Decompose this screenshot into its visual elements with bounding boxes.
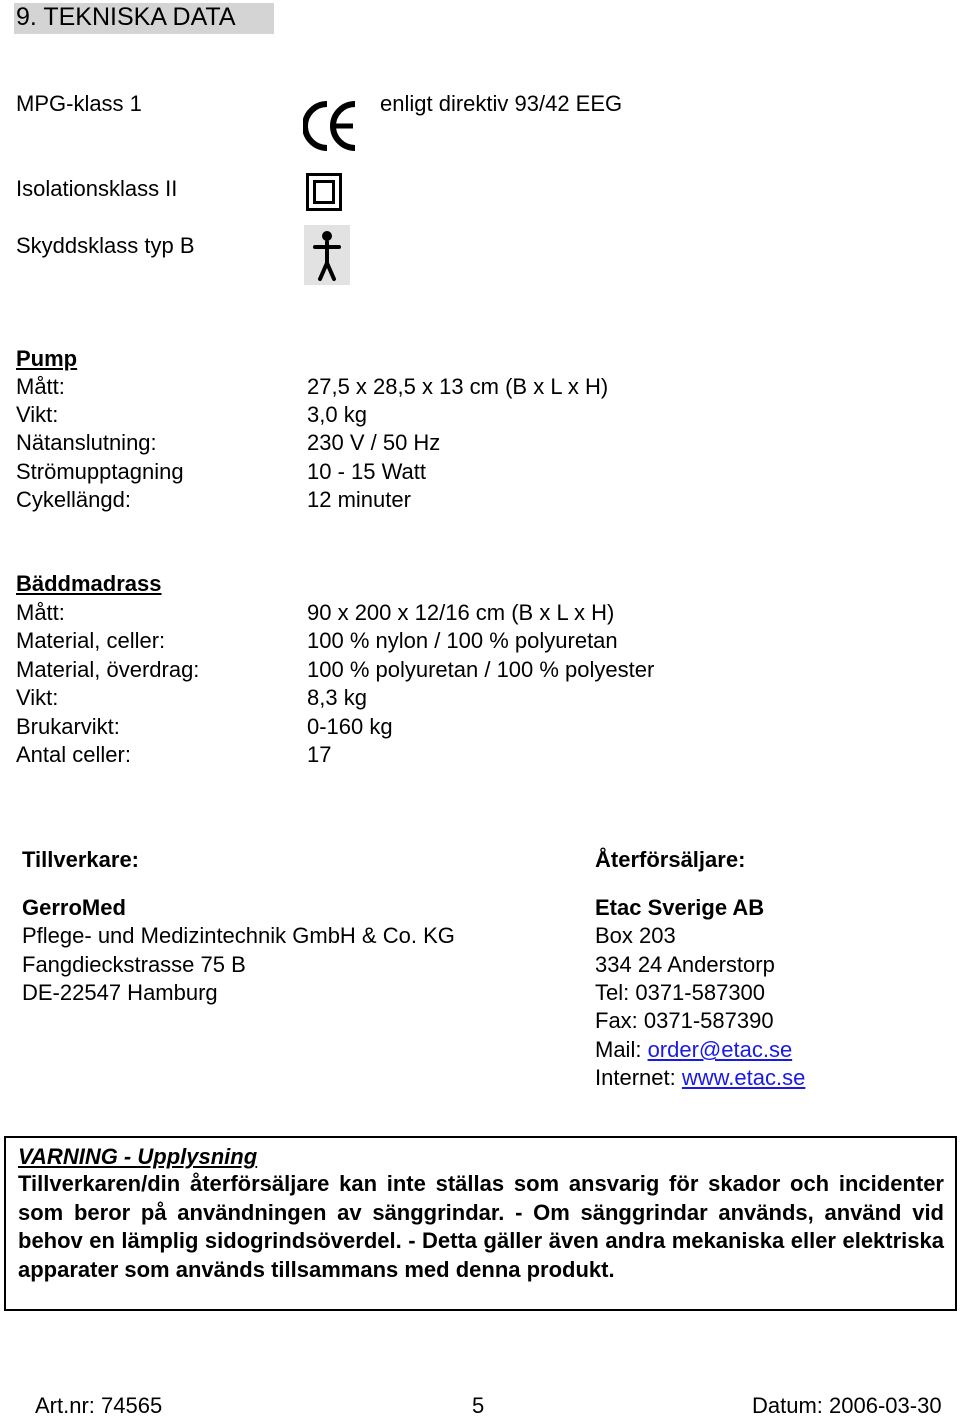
mattress-label: Brukarvikt:	[16, 714, 120, 739]
internet-label: Internet:	[595, 1065, 682, 1090]
class-ii-double-insulation-icon	[306, 173, 342, 215]
manufacturer-address-line: DE-22547 Hamburg	[22, 980, 218, 1005]
reseller-address-line: Box 203	[595, 923, 676, 948]
mattress-label: Vikt:	[16, 685, 59, 710]
mattress-label: Antal celler:	[16, 742, 131, 767]
insulation-class: Isolationsklass II	[16, 176, 178, 201]
pump-value: 230 V / 50 Hz	[307, 430, 441, 455]
warning-text: Tillverkaren/din återförsäljare kan inte ställas som ansvarig för skador och incidenter som beror på användningen av sänggrindar. - Om sänggrindar används, använd vid behov en lämplig sidogrindsöverdel. - Detta gäller även andra mekaniska eller elektriska apparater som används tillsammans med denna produkt.	[18, 1171, 944, 1282]
pump-label: Nätanslutning:	[16, 430, 157, 455]
footer-article-number: Art.nr: 74565	[35, 1393, 163, 1418]
mattress-label: Mått:	[16, 600, 65, 625]
pump-value: 10 - 15 Watt	[307, 459, 427, 484]
manufacturer-address-line: Pflege- und Medizintechnik GmbH & Co. KG	[22, 923, 455, 948]
reseller-heading: Återförsäljare:	[595, 847, 746, 872]
mattress-value: 100 % nylon / 100 % polyuretan	[307, 628, 618, 653]
manufacturer-address-line: Fangdieckstrasse 75 B	[22, 952, 246, 977]
ce-directive-note: enligt direktiv 93/42 EEG	[380, 91, 623, 116]
mail-link[interactable]: order@etac.se	[647, 1037, 793, 1062]
pump-value: 12 minuter	[307, 487, 411, 512]
footer-date: Datum: 2006-03-30	[752, 1393, 942, 1418]
manufacturer-heading: Tillverkare:	[22, 847, 140, 872]
mattress-label: Material, celler:	[16, 628, 166, 653]
reseller-name: Etac Sverige AB	[595, 895, 765, 920]
reseller-phone: Tel: 0371-587300	[595, 980, 766, 1005]
pump-value: 3,0 kg	[307, 402, 367, 427]
website-link[interactable]: www.etac.se	[681, 1065, 806, 1090]
reseller-internet	[595, 1067, 805, 1089]
ce-mark-icon	[303, 96, 359, 160]
pump-label: Mått:	[16, 374, 65, 399]
section-title: 9. TEKNISKA DATA	[14, 3, 274, 34]
mattress-value: 0-160 kg	[307, 714, 393, 739]
warning-box	[4, 1136, 957, 1311]
footer-page-number: 5	[472, 1393, 485, 1418]
pump-label: Cykellängd:	[16, 487, 131, 512]
pump-heading: Pump	[16, 346, 78, 371]
pump-value: 27,5 x 28,5 x 13 cm (B x L x H)	[307, 374, 609, 399]
pump-label: Vikt:	[16, 402, 59, 427]
mattress-value: 8,3 kg	[307, 685, 367, 710]
mattress-heading: Bäddmadrass	[16, 571, 162, 596]
reseller-fax: Fax: 0371-587390	[595, 1008, 774, 1033]
mattress-value: 17	[307, 742, 332, 767]
mattress-label: Material, överdrag:	[16, 657, 200, 682]
reseller-address-line: 334 24 Anderstorp	[595, 952, 775, 977]
mattress-value: 100 % polyuretan / 100 % polyester	[307, 657, 655, 682]
pump-label: Strömupptagning	[16, 459, 184, 484]
manufacturer-name: GerroMed	[22, 895, 126, 920]
warning-title: VARNING - Upplysning	[18, 1144, 258, 1169]
mail-label: Mail:	[595, 1037, 648, 1062]
reseller-mail	[595, 1039, 792, 1061]
mpg-class: MPG-klass 1	[16, 91, 142, 116]
protection-class: Skyddsklass typ B	[16, 233, 195, 258]
mattress-value: 90 x 200 x 12/16 cm (B x L x H)	[307, 600, 615, 625]
type-b-applied-part-icon	[304, 225, 350, 289]
